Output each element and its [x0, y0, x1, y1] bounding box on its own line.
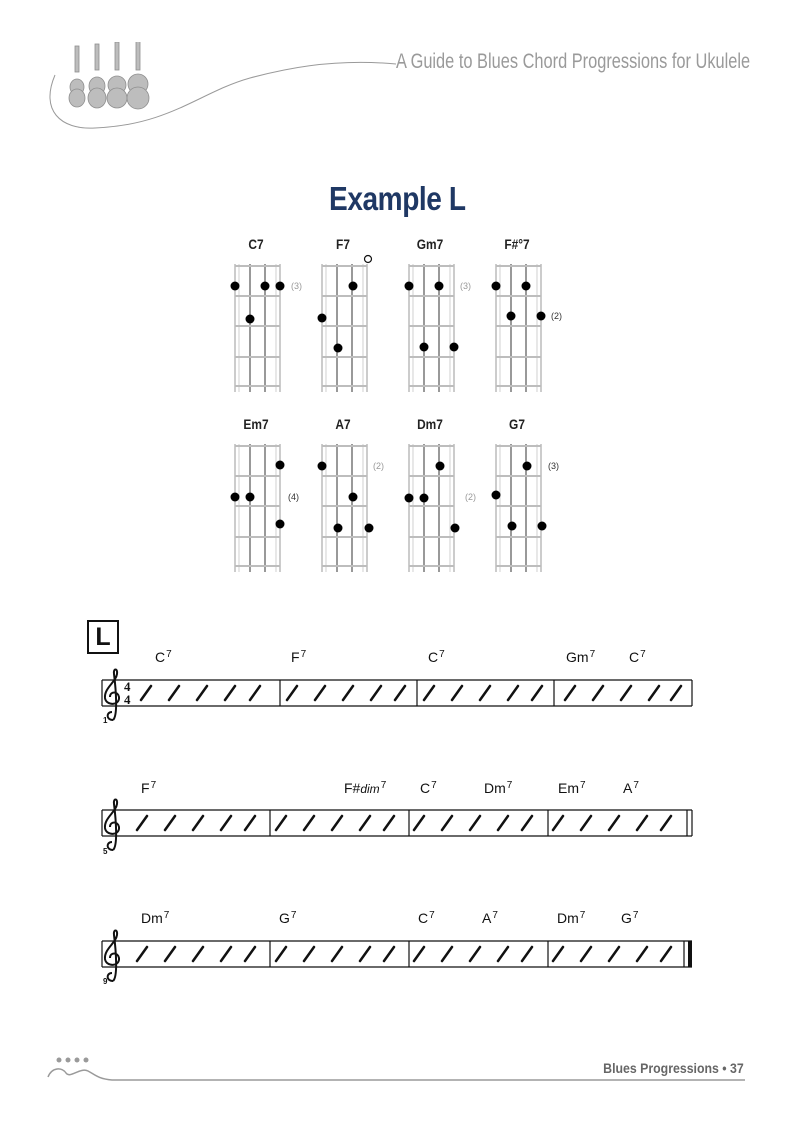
footer-page-label: Blues Progressions • 37 [603, 1060, 744, 1076]
chord-symbol: $C^7$ [428, 649, 445, 665]
chord-symbol: $A^7$ [482, 910, 498, 926]
chord-symbol: $A^7$ [623, 780, 639, 796]
chord-name: Dm7 [417, 416, 443, 432]
chord-name: F#°7 [504, 236, 530, 252]
chord-name: C7 [248, 236, 264, 252]
fret-label: (3) [291, 281, 302, 291]
fret-label: (4) [288, 492, 299, 502]
fret-label: (2) [551, 311, 562, 321]
time-signature: 4 [124, 692, 131, 707]
staff-line-3 [0, 921, 794, 1001]
chord-diagram-f7 [318, 256, 372, 395]
chord-name: G7 [509, 416, 525, 432]
chord-symbol: $C^7$ [629, 649, 646, 665]
chord-symbol: Dm$^7$ [484, 780, 513, 796]
chord-symbol: F#dim$^7$ [344, 780, 387, 796]
treble-clef-icon [105, 800, 119, 851]
chord-diagram-g7 [492, 444, 547, 574]
chord-diagram-gm7 [405, 264, 459, 394]
fret-label: (2) [465, 492, 476, 502]
chord-symbol: Em$^7$ [558, 780, 586, 796]
chord-diagram-a7 [318, 444, 374, 574]
fret-label: (3) [460, 281, 471, 291]
chord-diagram-dm7 [405, 444, 460, 574]
chord-diagram-em7 [231, 444, 285, 574]
chord-name: A7 [335, 416, 351, 432]
chord-symbol: $G^7$ [621, 910, 639, 926]
measure-number: 9 [103, 977, 108, 986]
measure-number: 1 [103, 716, 108, 725]
chord-symbol: $C^7$ [418, 910, 435, 926]
chord-diagram-c7 [231, 264, 285, 394]
fret-label: (3) [548, 461, 559, 471]
treble-clef-icon [105, 931, 119, 982]
final-barline [688, 941, 692, 967]
measure-number: 5 [103, 847, 108, 856]
chord-symbol: $C^7$ [420, 780, 437, 796]
chord-diagram-fsharp-dim7 [492, 264, 546, 394]
staff-line-2 [0, 790, 794, 870]
header-title: A Guide to Blues Chord Progressions for Ukulele [396, 50, 751, 73]
time-signature: 4 [124, 679, 131, 694]
chord-symbol: $G^7$ [279, 910, 297, 926]
chord-name: Gm7 [416, 236, 444, 252]
chord-name: Em7 [243, 416, 269, 432]
fret-label: (2) [373, 461, 384, 471]
page-title: Example L [328, 180, 466, 217]
section-label: L [87, 620, 119, 654]
chord-name: F7 [336, 236, 350, 252]
chord-symbol: $F^7$ [291, 649, 307, 665]
chord-symbol: $C^7$ [155, 649, 172, 665]
chord-symbol: Dm$^7$ [141, 910, 170, 926]
chord-symbol: Gm$^7$ [566, 649, 596, 665]
treble-clef-icon [105, 670, 119, 721]
chord-symbol: $F^7$ [141, 780, 157, 796]
chord-symbol: Dm$^7$ [557, 910, 586, 926]
staff-line-1 [0, 660, 794, 740]
